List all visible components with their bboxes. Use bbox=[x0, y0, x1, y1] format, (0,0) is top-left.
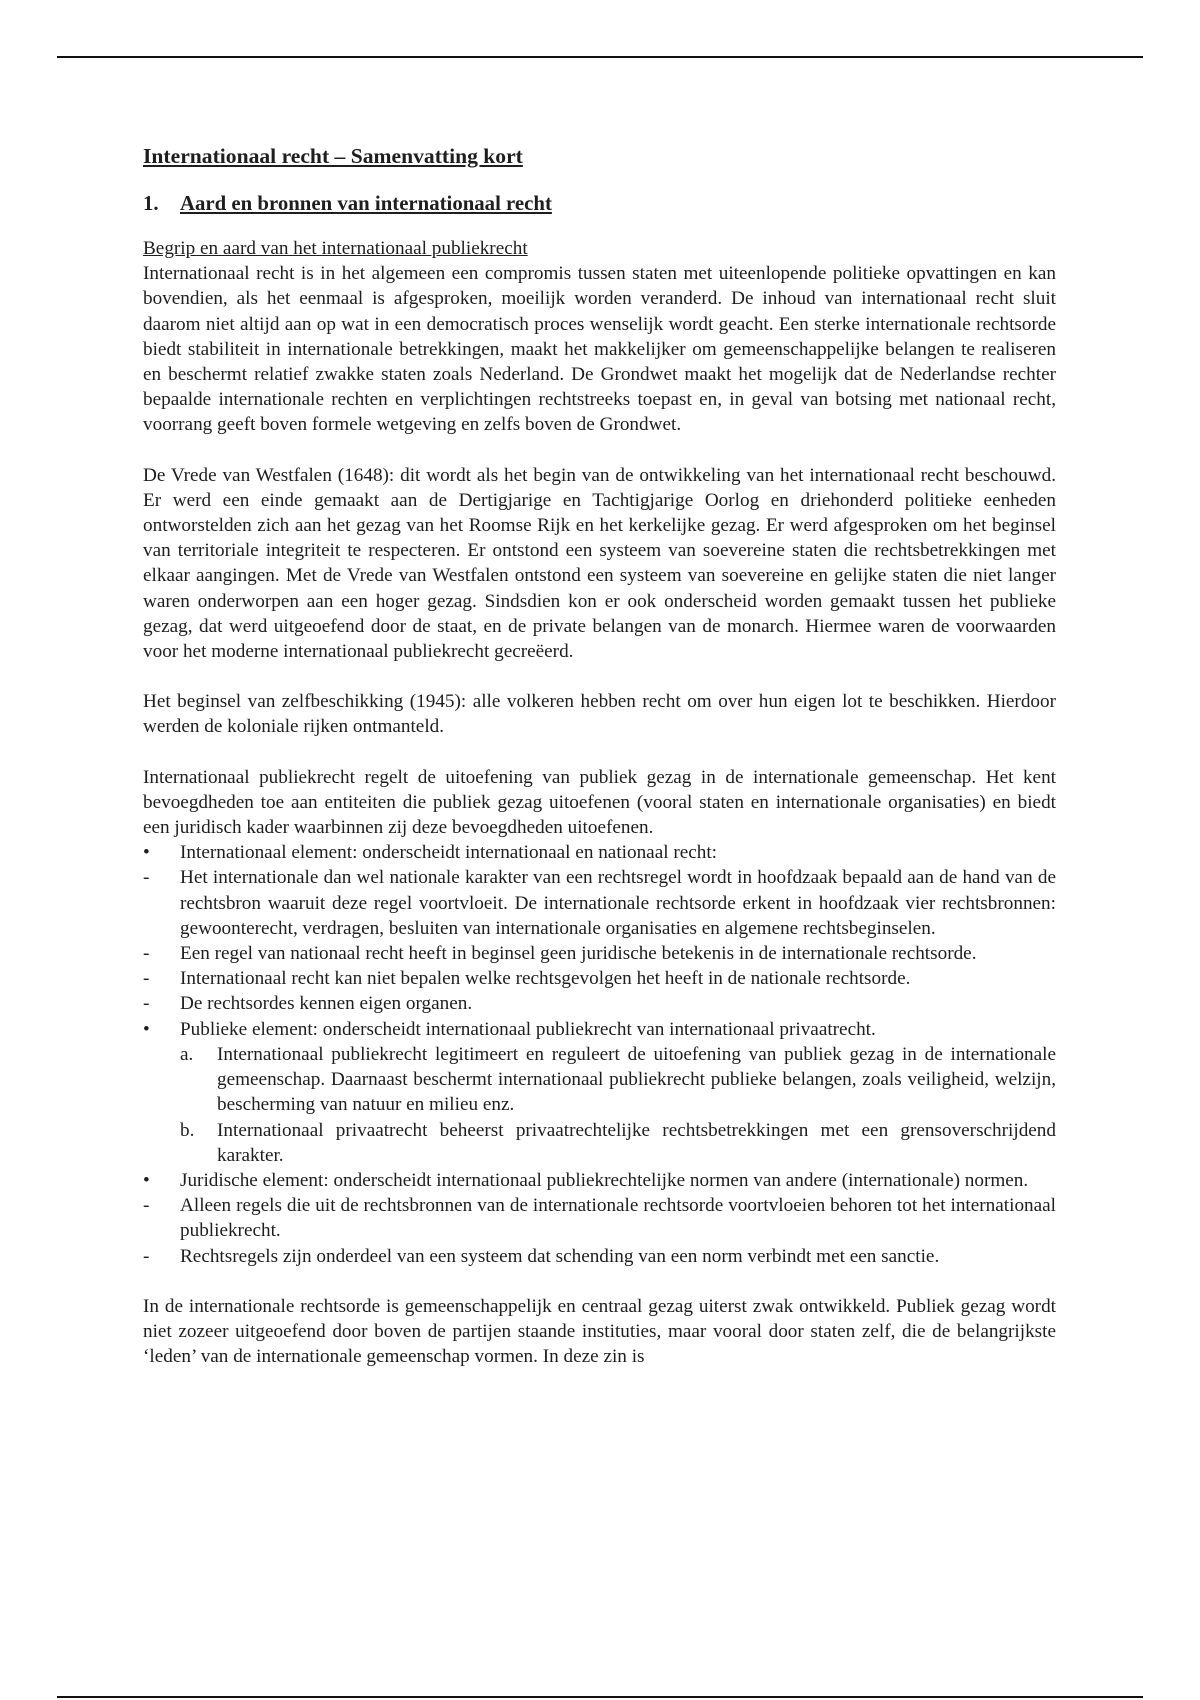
list-marker: - bbox=[143, 1195, 150, 1217]
paragraph: Internationaal recht is in het algemeen een compromis tussen staten met uiteenlopende politieke opvattingen en kan bovendien, als het eenmaal is afgesproken, moeilijk worden veranderd. De inhoud van internationaal recht sluit daarom niet altijd aan op wat in een democratisch proces wenselijk wordt geacht. Een sterke internationale rechtsorde biedt stabiliteit in internationale betrekkingen, maakt het makkelijker om gemeenschappelijke belangen te realiseren en beschermt relatief zwakke staten zoals Nederland. De Grondwet maakt het mogelijk dat de Nederlandse rechter bepaalde internationale rechten en verplichtingen rechtstreeks toepast en, in geval van botsing met nationaal recht, voorrang geeft boven formele wetgeving en zelfs boven de Grondwet. bbox=[143, 263, 1056, 436]
list-item bbox=[143, 1193, 1056, 1243]
sub-list-item bbox=[180, 1042, 1056, 1118]
section-heading bbox=[143, 190, 1056, 218]
list-item-text: Het internationale dan wel nationale karakter van een rechtsregel wordt in hoofdzaak bepaald aan de hand van de rechtsbron waaruit deze regel voortvloeit. De internationale rechtsorde erkent in hoofdzaak vier rechtsbronnen: gewoonterecht, verdragen, besluiten van internationale organisaties en algemene rechtsbeginselen. bbox=[180, 867, 1056, 939]
document-title: Internationaal recht – Samenvatting kort bbox=[143, 144, 523, 168]
header-rule bbox=[57, 56, 1143, 58]
list-marker: - bbox=[143, 1245, 150, 1267]
list-item-text: Internationaal element: onderscheidt internationaal en nationaal recht: bbox=[180, 842, 718, 864]
list-marker: - bbox=[143, 867, 150, 889]
element-list-2 bbox=[143, 1168, 1056, 1269]
sub-list-item bbox=[180, 1118, 1056, 1168]
list-item bbox=[143, 991, 1056, 1016]
paragraph: De Vrede van Westfalen (1648): dit wordt als het begin van de ontwikkeling van het internationaal recht beschouwd. Er werd een einde gemaakt aan de Dertigjarige en Tachtigjarige Oorlog en driehonderd politieke eenheden ontworstelden zich aan het gezag van het Roomse Rijk en het kerkelijke gezag. Er werd afgesproken om het beginsel van territoriale integriteit te respecteren. Er ontstond een systeem van soevereine staten die rechtsbetrekkingen met elkaar aangingen. Met de Vrede van Westfalen ontstond een systeem van soevereine en gelijke staten die niet langer waren onderworpen aan een hoger gezag. Sindsdien kon er ook onderscheid worden gemaakt tussen het publieke gezag, dat werd uitgeoefend door de staat, en de private belangen van de monarch. Hiermee waren de voorwaarden voor het moderne internationaal publiekrecht gecreëerd. bbox=[143, 464, 1056, 663]
sub-list-marker: a. bbox=[180, 1043, 194, 1065]
paragraph: Internationaal publiekrecht regelt de uitoefening van publiek gezag in de internationale gemeenschap. Het kent bevoegdheden toe aan entiteiten die publiek gezag uitoefenen (vooral staten en internationale organisaties) en biedt een juridisch kader waarbinnen zij deze bevoegdheden uitoefenen. bbox=[143, 766, 1056, 839]
list-item-text: Internationaal recht kan niet bepalen welke rechtsgevolgen het heeft in de nationale rechtsorde. bbox=[180, 968, 911, 990]
list-marker: - bbox=[143, 993, 150, 1015]
list-marker: • bbox=[143, 1169, 150, 1191]
footer-rule bbox=[57, 1696, 1143, 1698]
list-marker: - bbox=[143, 968, 150, 990]
list-marker: • bbox=[143, 842, 150, 864]
list-item-text: Een regel van nationaal recht heeft in beginsel geen juridische betekenis in de internationale rechtsorde. bbox=[180, 943, 977, 965]
list-item-text: De rechtsordes kennen eigen organen. bbox=[180, 993, 473, 1015]
list-marker: • bbox=[143, 1018, 150, 1040]
sub-list-marker: b. bbox=[180, 1119, 195, 1141]
element-list bbox=[143, 840, 1056, 1042]
list-item bbox=[143, 840, 1056, 865]
subheading: Begrip en aard van het internationaal publiekrecht bbox=[143, 238, 528, 259]
list-item bbox=[143, 1017, 1056, 1042]
section-title: Aard en bronnen van internationaal recht bbox=[180, 192, 552, 215]
list-item-text: Publieke element: onderscheidt internationaal publiekrecht van internationaal privaatrecht. bbox=[180, 1018, 876, 1040]
sub-list-item-text: Internationaal privaatrecht beheerst privaatrechtelijke rechtsbetrekkingen met een grensoverschrijdend karakter. bbox=[217, 1119, 1056, 1166]
list-item-text: Juridische element: onderscheidt internationaal publiekrechtelijke normen van andere (internationale) normen. bbox=[180, 1169, 1029, 1191]
list-item bbox=[143, 966, 1056, 991]
list-item-text: Alleen regels die uit de rechtsbronnen van de internationale rechtsorde voortvloeien behoren tot het internationaal publiekrecht. bbox=[180, 1195, 1056, 1242]
list-marker: - bbox=[143, 943, 150, 965]
list-item bbox=[143, 1168, 1056, 1193]
sub-list-item-text: Internationaal publiekrecht legitimeert en reguleert de uitoefening van publiek gezag in de internationale gemeenschap. Daarnaast beschermt internationaal publiekrecht publieke belangen, zoals veiligheid, welzijn, bescherming van natuur en milieu enz. bbox=[217, 1043, 1056, 1116]
paragraph: Het beginsel van zelfbeschikking (1945): alle volkeren hebben recht om over hun eigen lot te beschikken. Hierdoor werden de koloniale rijken ontmanteld. bbox=[143, 691, 1056, 738]
list-item-text: Rechtsregels zijn onderdeel van een systeem dat schending van een norm verbindt met een sanctie. bbox=[180, 1245, 940, 1267]
section-number: 1. bbox=[143, 192, 159, 215]
paragraph: In de internationale rechtsorde is gemeenschappelijk en centraal gezag uiterst zwak ontwikkeld. Publiek gezag wordt niet zozeer uitgeoefend door boven de partijen staande instituties, maar vooral door staten zelf, die de belangrijkste ‘leden’ van de internationale gemeenschap vormen. In deze zin is bbox=[143, 1295, 1056, 1368]
list-item bbox=[143, 941, 1056, 966]
sub-list bbox=[143, 1042, 1056, 1168]
list-item bbox=[143, 1244, 1056, 1269]
list-item bbox=[143, 865, 1056, 941]
document-body bbox=[143, 142, 1056, 1369]
